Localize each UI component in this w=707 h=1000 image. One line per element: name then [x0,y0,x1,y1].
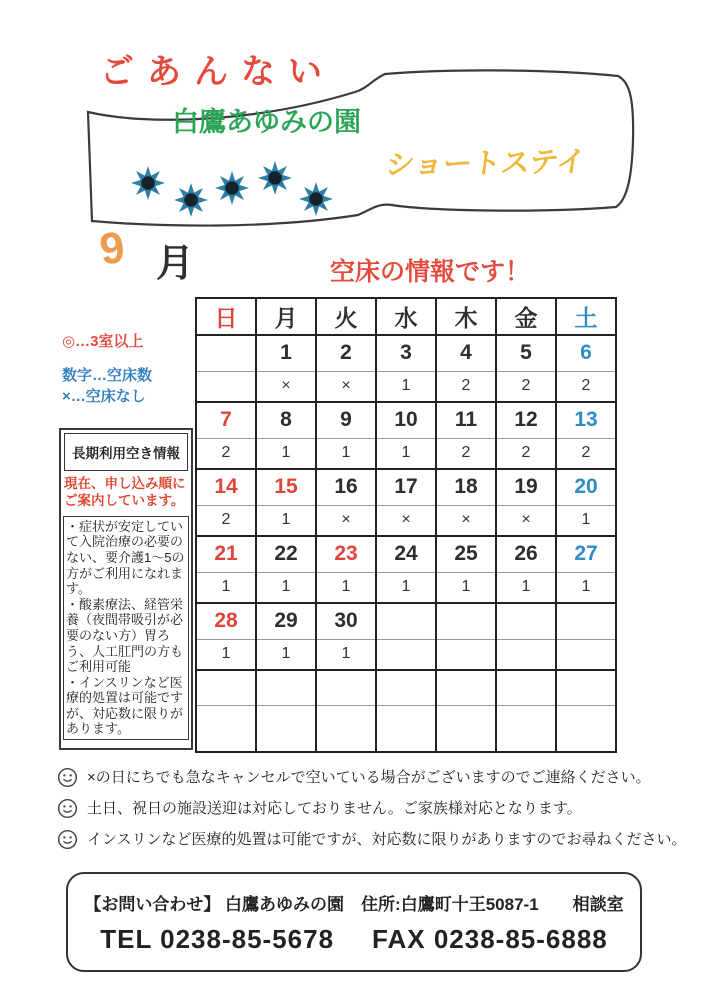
calendar-availability-cell: 1 [196,639,256,670]
calendar-availability-cell [556,639,616,670]
calendar-date-cell [556,603,616,639]
longterm-info-box [59,428,193,750]
calendar-date-cell [196,335,256,371]
calendar-availability-cell [256,705,316,752]
star-burst-icon [258,161,292,195]
banner-title: ごあんない [100,53,335,91]
calendar-availability-cell: 1 [196,572,256,603]
calendar-availability-cell [196,705,256,752]
calendar-date-row [196,536,616,572]
calendar-date-cell: 21 [196,536,256,572]
calendar-date-cell: 14 [196,469,256,505]
calendar-date-cell: 2 [316,335,376,371]
calendar-availability-cell: 1 [316,572,376,603]
calendar-date-cell: 3 [376,335,436,371]
longterm-note-item: ・症状が安定していて入院治療の必要のない、要介護1～5の方がご利用になれます。 [66,518,185,597]
calendar-date-row [196,402,616,438]
calendar-availability-cell: × [316,371,376,402]
star-burst-icon [299,182,333,216]
calendar-date-cell [556,670,616,705]
calendar-availability-cell: 2 [556,371,616,402]
calendar-date-cell: 20 [556,469,616,505]
calendar-availability-cell: 1 [256,572,316,603]
calendar-availability-cell [196,371,256,402]
calendar-date-cell: 27 [556,536,616,572]
footnotes [57,768,687,861]
calendar-availability-row [196,639,616,670]
calendar-date-cell: 10 [376,402,436,438]
calendar-availability-cell: 2 [436,438,496,469]
longterm-status: 現在、申し込み順にご案内しています。 [64,476,186,508]
calendar-availability-cell: × [376,505,436,536]
calendar-availability-cell: × [256,371,316,402]
contact-fax: FAX 0238-85-6888 [372,923,608,954]
calendar-date-cell: 8 [256,402,316,438]
footnote-item [57,768,657,788]
calendar-date-cell: 15 [256,469,316,505]
month-label: 月 [156,243,195,285]
weekday-header-cell: 木 [436,298,496,335]
calendar-date-cell: 22 [256,536,316,572]
footnote-item [57,830,687,850]
footnote-text: ×の日にちでも急なキャンセルで空いている場合がございますのでご連絡ください。 [87,769,651,786]
calendar-date-cell: 16 [316,469,376,505]
star-burst-icon [131,166,165,200]
calendar-date-cell [196,670,256,705]
calendar-availability-cell: × [316,505,376,536]
smiley-icon [57,767,78,788]
contact-phone-line [100,924,608,955]
calendar-date-cell: 11 [436,402,496,438]
legend [62,331,152,407]
calendar-date-cell: 7 [196,402,256,438]
calendar-availability-cell: 1 [496,572,556,603]
calendar-availability-cell: 2 [496,371,556,402]
calendar-availability-row [196,705,616,752]
calendar-date-cell [256,670,316,705]
calendar-table [195,297,617,753]
vacancy-headline: 空床の情報です！ [330,258,531,286]
footnote-text: インスリンなど医療的処置は可能ですが、対応数に限りがありますのでお尋ねください。 [87,831,687,848]
availability-calendar [195,297,617,753]
calendar-date-cell: 1 [256,335,316,371]
calendar-availability-row [196,438,616,469]
calendar-availability-cell: 1 [256,438,316,469]
legend-number-meaning: 数字…空床数 [62,367,153,384]
weekday-header-row [196,298,616,335]
calendar-availability-cell [496,639,556,670]
calendar-availability-cell: 1 [256,639,316,670]
calendar-date-cell [496,670,556,705]
calendar-availability-cell: 1 [256,505,316,536]
facility-name: 白鷹あゆみの園 [172,107,361,137]
calendar-date-cell: 29 [256,603,316,639]
smiley-icon [57,798,78,819]
calendar-date-cell: 18 [436,469,496,505]
calendar-date-row [196,469,616,505]
smiley-icon [57,829,78,850]
calendar-availability-cell: × [436,505,496,536]
calendar-date-cell: 26 [496,536,556,572]
weekday-header-cell: 日 [196,298,256,335]
calendar-date-cell [316,670,376,705]
calendar-availability-row [196,371,616,402]
calendar-date-cell: 5 [496,335,556,371]
longterm-notes [63,516,189,740]
calendar-date-cell: 13 [556,402,616,438]
calendar-date-cell: 6 [556,335,616,371]
calendar-availability-cell: 1 [556,572,616,603]
contact-box [66,872,642,972]
calendar-availability-cell [376,639,436,670]
star-burst-icon [174,183,208,217]
calendar-date-cell [436,670,496,705]
calendar-date-cell: 17 [376,469,436,505]
calendar-date-row [196,670,616,705]
longterm-title: 長期利用空き情報 [64,433,188,471]
calendar-date-cell: 28 [196,603,256,639]
legend-three-rooms: ◎…3室以上 [62,333,144,350]
calendar-date-row [196,603,616,639]
calendar-availability-cell [376,705,436,752]
calendar-availability-cell: 1 [376,438,436,469]
calendar-date-cell: 23 [316,536,376,572]
longterm-note-item: ・インスリンなど医療的処置は可能ですが、対応数に限りがあります。 [66,674,184,737]
contact-tel: TEL 0238-85-5678 [100,923,335,954]
calendar-date-cell: 4 [436,335,496,371]
calendar-date-cell: 19 [496,469,556,505]
calendar-date-cell: 9 [316,402,376,438]
calendar-availability-cell [436,705,496,752]
longterm-note-item: ・酸素療法、経管栄養（夜間帯吸引が必要のない方）胃ろう、人工肛門の方もご利用可能 [66,596,184,675]
calendar-availability-cell [316,705,376,752]
calendar-availability-cell: 2 [556,438,616,469]
weekday-header-cell: 月 [256,298,316,335]
calendar-date-cell: 24 [376,536,436,572]
calendar-availability-cell: 1 [436,572,496,603]
calendar-availability-cell: 1 [376,371,436,402]
month-number: 9 [96,222,128,275]
calendar-availability-cell [496,705,556,752]
contact-address-line: 【お問い合わせ】 白鷹あゆみの園 住所:白鷹町十王5087-1 相談室 [84,894,624,914]
calendar-availability-cell: 1 [316,438,376,469]
calendar-date-cell [496,603,556,639]
calendar-date-cell: 30 [316,603,376,639]
calendar-date-cell: 25 [436,536,496,572]
calendar-availability-cell: 2 [436,371,496,402]
calendar-availability-cell: 1 [376,572,436,603]
calendar-availability-cell [436,639,496,670]
calendar-availability-cell: 2 [496,438,556,469]
calendar-availability-cell: 1 [316,639,376,670]
calendar-date-cell [376,603,436,639]
calendar-availability-row [196,572,616,603]
star-burst-icon [215,171,249,205]
calendar-date-cell [436,603,496,639]
calendar-availability-cell: 2 [196,438,256,469]
calendar-availability-cell: 2 [196,505,256,536]
calendar-date-cell: 12 [496,402,556,438]
calendar-availability-cell: 1 [556,505,616,536]
service-name: ショートステイ [383,146,588,182]
calendar-availability-cell [556,705,616,752]
legend-cross-meaning: ×…空床なし [62,388,146,405]
calendar-date-cell [376,670,436,705]
calendar-date-row [196,335,616,371]
calendar-availability-row [196,505,616,536]
footnote-text: 土日、祝日の施設送迎は対応しておりません。ご家族様対応となります。 [87,800,582,817]
footnote-item [57,799,657,819]
calendar-availability-cell: × [496,505,556,536]
weekday-header-cell: 水 [376,298,436,335]
weekday-header-cell: 土 [556,298,616,335]
weekday-header-cell: 火 [316,298,376,335]
weekday-header-cell: 金 [496,298,556,335]
